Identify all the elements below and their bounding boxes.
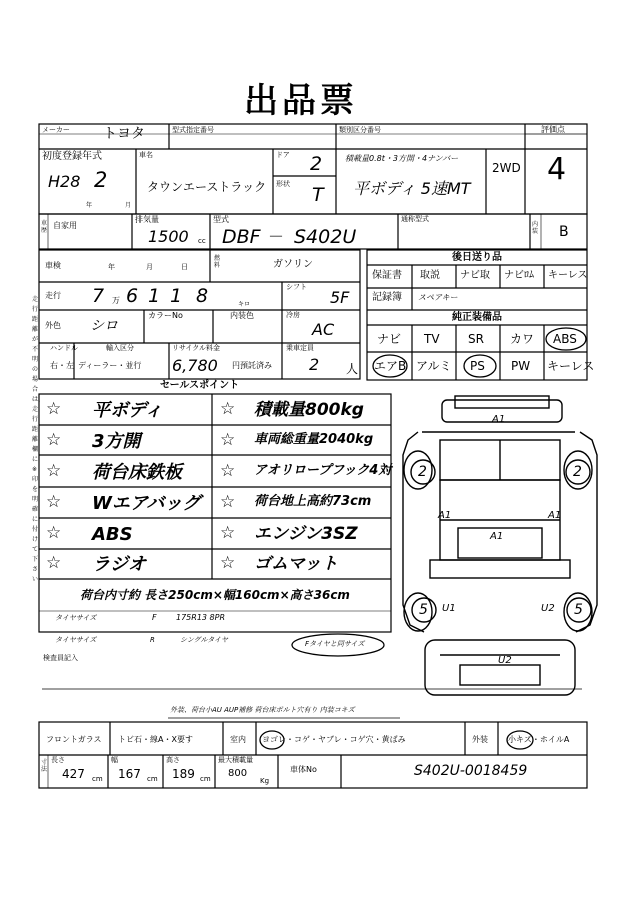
- truck-diagram: [403, 396, 597, 695]
- tire-size-value: 175R13 8PR: [176, 613, 226, 622]
- mileage-label: 走行: [45, 291, 61, 300]
- equip-navi: ナビ: [377, 332, 402, 346]
- first-reg-label: 初度登録年式: [42, 151, 102, 162]
- later-items-title: 後日送り品: [452, 252, 502, 263]
- exterior-label: 外装: [472, 735, 488, 744]
- maxload-label: 最大積載量: [218, 756, 253, 764]
- use-side-label: 車歴: [41, 220, 48, 234]
- remarks: 外装、荷台小AU AUP補修 荷台床ボルト穴有り 内装コキズ: [170, 706, 355, 714]
- sale-point-star: ☆: [46, 523, 62, 543]
- windshield-value: トビ石・線A・X要す: [118, 735, 193, 744]
- interior-grade: B: [559, 224, 569, 240]
- tire-type-value: シングルタイヤ: [180, 636, 229, 644]
- length-unit: cm: [92, 775, 103, 783]
- month-unit: 月: [125, 202, 132, 209]
- load-spec: 積載量0.8t・3方開・4ナンバー: [345, 154, 459, 163]
- equip-ps: PS: [470, 359, 485, 373]
- equip-sr: SR: [468, 332, 484, 346]
- cooling-label: 冷房: [286, 311, 300, 319]
- recycle-label: リサイクル料金: [172, 344, 221, 352]
- tire-note: Fタイヤと同サイズ: [305, 640, 365, 648]
- equip-tv: TV: [424, 332, 440, 346]
- tire-type-label: タイヤサイズ: [55, 636, 97, 644]
- later-warranty: 保証書: [372, 270, 402, 281]
- interior-cond-label: 室内: [230, 735, 246, 744]
- displacement-label: 排気量: [135, 215, 159, 224]
- color-label: 外色: [45, 321, 61, 330]
- maker-label: メーカー: [42, 126, 70, 134]
- shape-label: 形状: [276, 180, 290, 188]
- capacity-unit: 人: [346, 362, 359, 376]
- mileage-digit-4: 1: [170, 285, 183, 307]
- tire-size-label: タイヤサイズ: [55, 614, 97, 622]
- mileage-side-note: 走行距離が不明の場合は、走行距離欄に※印を明確に付けて下さい: [32, 296, 45, 583]
- sale-point-item: 3方開: [92, 431, 141, 452]
- equip-title: 純正装備品: [452, 312, 502, 323]
- body-desc: 平ボディ 5速MT: [353, 179, 471, 198]
- handle-value: 右・左: [50, 361, 74, 370]
- use-value: 自家用: [53, 221, 77, 230]
- sale-point-item: Wエアバッグ: [92, 493, 201, 514]
- width-label: 幅: [111, 756, 118, 764]
- common-model-label: 通称型式: [401, 215, 429, 223]
- drive-value: 2WD: [492, 161, 521, 175]
- later-manual: 取説: [420, 270, 440, 281]
- interior-cond-value: ヨゴレ・コゲ・ヤブレ・コゲ穴・黄ばみ: [262, 735, 406, 744]
- sale-point-star: ☆: [46, 399, 62, 419]
- diagram-label: A1: [438, 510, 452, 521]
- doors-value: 2: [310, 153, 323, 175]
- mileage-digit-3: 1: [148, 285, 161, 307]
- sale-point-item: エンジン3SZ: [254, 524, 358, 544]
- diagram-label: A1: [548, 510, 562, 521]
- diagram-label: U1: [442, 603, 456, 614]
- unit-man: 万: [112, 296, 120, 305]
- length-value: 427: [62, 767, 85, 781]
- sale-point-star: ☆: [220, 430, 236, 450]
- interior-label: 内装: [532, 221, 539, 235]
- exterior-value: 小キズ・ホイルA: [508, 735, 570, 744]
- maker-value: トヨタ: [103, 126, 145, 142]
- maxload-unit: Kg: [260, 777, 270, 785]
- shift-label: シフト: [286, 283, 307, 291]
- insp-year-unit: 年: [108, 263, 115, 271]
- sale-point-star: ☆: [220, 492, 236, 512]
- equip-leather: カワ: [510, 332, 535, 346]
- model-code: S402U: [294, 226, 357, 248]
- diagram-label: A1: [490, 531, 504, 542]
- height-unit: cm: [200, 775, 211, 783]
- equip-abs: ABS: [553, 332, 577, 346]
- tire-rear: R: [150, 636, 155, 644]
- dims-label: 寸法: [41, 759, 48, 773]
- doors-label: ドア: [276, 151, 290, 159]
- grade-label: 評価点: [541, 125, 565, 134]
- diagram-label: U2: [498, 655, 512, 666]
- import-value: ディーラー・並行: [78, 361, 142, 370]
- sale-point-star: ☆: [220, 523, 236, 543]
- era-value: H28: [48, 172, 81, 191]
- recycle-unit: 円預託済み: [232, 361, 272, 370]
- recycle-value: 6,780: [172, 356, 218, 375]
- inspector-label: 検査員記入: [43, 654, 78, 662]
- handle-label: ハンドル: [50, 344, 78, 352]
- shape-value: T: [312, 184, 324, 206]
- width-value: 167: [118, 767, 141, 781]
- bed-size: 荷台内寸約 長さ250cm×幅160cm×高さ36cm: [80, 588, 350, 602]
- maxload-value: 800: [228, 768, 248, 779]
- equip-airbag: エアB: [374, 359, 407, 373]
- fuel-value: ガソリン: [273, 259, 313, 270]
- vin-value: S402U-0018459: [414, 763, 528, 779]
- shift-value: 5F: [330, 288, 350, 307]
- sale-point-star: ☆: [220, 553, 236, 573]
- fuel-label: 燃料: [214, 255, 221, 269]
- sale-point-star: ☆: [46, 492, 62, 512]
- sale-point-item: ABS: [92, 524, 133, 545]
- sale-point-star: ☆: [220, 461, 236, 481]
- mileage-digit-1: 7: [92, 285, 105, 307]
- cc-unit: cc: [198, 237, 206, 245]
- sale-point-item: アオリロープフック4対: [254, 463, 392, 478]
- displacement-value: 1500: [148, 227, 189, 246]
- class-label: 類別区分番号: [339, 126, 381, 134]
- diagram-label: 5: [574, 602, 583, 618]
- sale-point-item: ゴムマット: [254, 554, 338, 574]
- insp-day-unit: 日: [181, 263, 188, 271]
- diagram-label: A1: [492, 414, 506, 425]
- later-keyless: キーレス: [548, 270, 588, 281]
- capacity-value: 2: [309, 355, 320, 374]
- sale-point-star: ☆: [46, 553, 62, 573]
- sale-point-item: 荷台地上高約73cm: [254, 494, 372, 509]
- length-label: 長さ: [51, 756, 65, 764]
- width-unit: cm: [147, 775, 158, 783]
- equip-pw: PW: [511, 359, 531, 373]
- model-dash: －: [268, 227, 285, 246]
- tire-front: F: [152, 613, 157, 622]
- equip-alloy: アルミ: [416, 359, 452, 373]
- equip-keyless: キーレス: [547, 359, 595, 373]
- insp-month-unit: 月: [146, 263, 153, 271]
- cooling-value: AC: [312, 320, 335, 339]
- inspection-label: 車検: [45, 261, 61, 270]
- year-value: 2: [94, 168, 108, 192]
- sale-point-item: 積載量800kg: [254, 400, 364, 420]
- sale-point-star: ☆: [46, 430, 62, 450]
- color-value: シロ: [90, 318, 118, 334]
- height-value: 189: [172, 767, 195, 781]
- mileage-digit-2: 6: [126, 285, 139, 307]
- import-label: 輸入区分: [106, 344, 134, 352]
- capacity-label: 乗車定員: [286, 344, 314, 352]
- sale-point-item: 荷台床鉄板: [92, 462, 182, 483]
- sale-point-star: ☆: [46, 461, 62, 481]
- diagram-label: U2: [541, 603, 555, 614]
- height-label: 高さ: [166, 756, 180, 764]
- sale-point-item: 平ボディ: [92, 400, 163, 421]
- year-unit: 年: [86, 202, 93, 209]
- car-name-label: 車名: [139, 151, 153, 159]
- later-navi-rom: ナビﾛﾑ: [504, 270, 534, 281]
- form-title: 出品票: [244, 81, 358, 121]
- mileage-digit-5: 8: [196, 285, 209, 307]
- model-label: 型式: [213, 215, 229, 224]
- model-prefix: DBF: [222, 226, 261, 248]
- diagram-label: 5: [419, 602, 428, 618]
- grade-value: 4: [547, 152, 567, 187]
- car-name-value: タウンエーストラック: [147, 180, 267, 194]
- vin-label: 車体No: [290, 765, 317, 774]
- diagram-label: 2: [418, 464, 427, 480]
- sale-points-title: セールスポイント: [160, 380, 240, 391]
- sale-point-item: 車両総重量2040kg: [254, 432, 374, 447]
- spare-key: スペアキー: [418, 293, 458, 302]
- color-no-label: カラーNo: [148, 311, 183, 320]
- sale-point-item: ラジオ: [92, 554, 146, 575]
- windshield-label: フロントガラス: [46, 735, 102, 744]
- later-navi-manual: ナビ取: [460, 270, 490, 281]
- unit-km: キロ: [238, 301, 251, 308]
- interior-color-label: 内装色: [230, 311, 254, 320]
- model-code-label: 型式指定番号: [172, 126, 214, 134]
- sale-point-star: ☆: [220, 399, 236, 419]
- record-book-label: 記録簿: [372, 292, 402, 303]
- diagram-label: 2: [573, 464, 582, 480]
